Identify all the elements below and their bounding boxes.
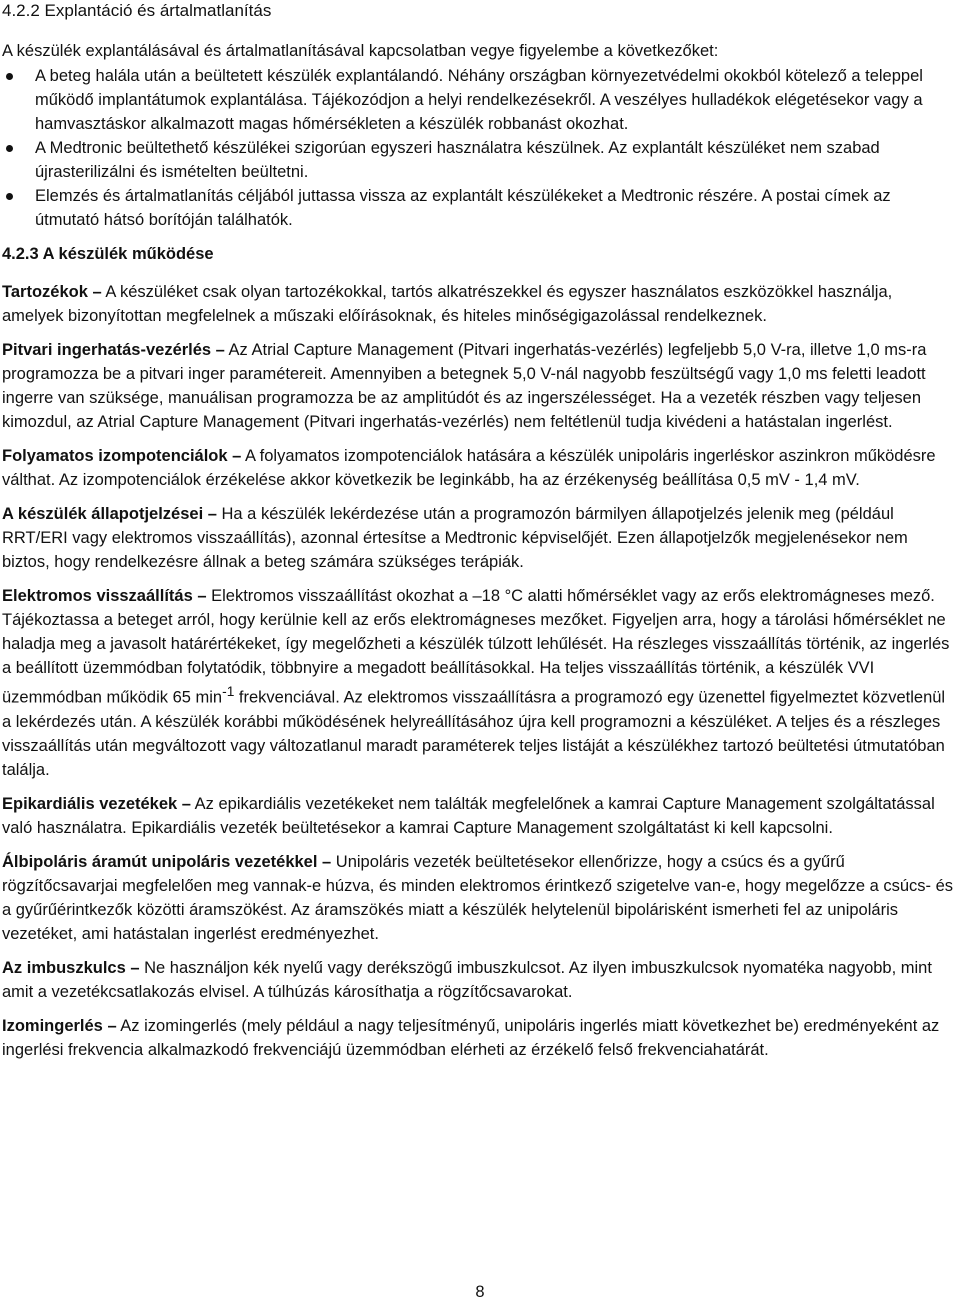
document-page — [2, 0, 958, 1062]
paragraph-text: Az Atrial Capture Management (Pitvari ingerhatás-vezérlés) legfeljebb 5,0 V-ra, illetve 1,0 ms-ra programozza be a pitvari inger paramétereit. Amennyiben a betegnek 5,0 V-nál nagyobb feszültségű vagy 1,0 ms feletti leadott ingerre van szüksége, manuálisan programozza be az amplitúdót és az ingerszélességet. Ha a vezeték részben vagy teljesen kimozdul, az Atrial Capture Management (Pitvari ingerhatás-vezérlés) nem feltétlenül tudja kivédeni a hatástalan ingerlést. — [2, 341, 927, 431]
section-heading: 4.2.2 Explantáció és ártalmatlanítás — [2, 1, 272, 20]
paragraph-muscle-stimulation — [2, 1014, 958, 1062]
spacer — [2, 266, 958, 280]
paragraph-term: Elektromos visszaállítás – — [2, 587, 207, 605]
paragraph-myopotentials — [2, 444, 958, 492]
paragraph-term: Álbipoláris áramút unipoláris vezetékkel – — [2, 852, 332, 871]
paragraph-text: Ha a készülék lekérdezése után a programozón bármilyen állapotjelzés jelenik meg (például RRT/ERI vagy elektromos visszaállítás), azonnal értesítse a Medtronic képviselőjét. Ezen állapotjelzők megjelenésekor nem biztos, hogy rendelkezésre állnak a beteg számára szükséges terápiák. — [2, 505, 908, 571]
bullet-dot-icon — [6, 73, 13, 80]
spacer — [2, 782, 958, 792]
paragraph-text: Az epikardiális vezetékeket nem találták megfelelőnek a kamrai Capture Management szolgáltatással való használatra. Epikardiális vezeték beültetésekor a kamrai Capture Management szolgáltatást ki kell kapcsolni. — [2, 794, 935, 837]
superscript: -1 — [222, 684, 235, 699]
paragraph-accessories — [2, 280, 958, 328]
bullet-list — [2, 64, 958, 232]
paragraph-term: Az imbuszkulcs – — [2, 958, 140, 977]
paragraph-text: Unipoláris vezeték beültetésekor ellenőrizze, hogy a csúcs és a gyűrű rögzítőcsavarjai megfelelően meg vannak-e húzva, és minden elektromos érintkező szigetelve van-e, hogy megelőzze a csúcs- és a gyűrűérintkezők közötti áramszökést. Az áramszökés miatt a készülék helytelenül bipolárisként ismerheti fel az unipoláris vezetéket, ami hatástalan ingerlést eredményezhet. — [2, 852, 954, 943]
paragraph-text: A folyamatos izompotenciálok hatására a készülék unipoláris ingerléskor aszinkron működésre válthat. Az izompotenciálok érzékelése akkor következik be leginkább, ha az érzékenység beállítása 0,5 mV - 1,4 mV. — [2, 447, 936, 489]
paragraph-text-continued: frekvenciával. Az elektromos visszaállításra a programozó egy üzenettel figyelmeztet közvetlenül a lekérdezés után. A készülék korábbi működésének helyreállításához újra kell programozni a készüléket. A teljes és a részleges visszaállítás után megváltozott vagy változatlanul maradt paraméterek teljes listáját a készülékhez tartozó beültetési útmutatóban találja. — [2, 688, 946, 779]
bullet-text: Elemzés és ártalmatlanítás céljából juttassa vissza az explantált készülékeket a Medtronic részére. A postai címek az útmutató hátsó borítóján találhatók. — [35, 187, 891, 229]
paragraph-term: Folyamatos izompotenciálok – — [2, 447, 242, 465]
spacer — [2, 434, 958, 444]
bullet-item — [2, 136, 958, 184]
paragraph-electrical-reset — [2, 584, 958, 782]
bullet-item — [2, 184, 958, 232]
paragraph-term: Izomingerlés – — [2, 1016, 117, 1035]
paragraph-text: A készüléket csak olyan tartozékokkal, tartós alkatrészekkel és egyszer használatos eszközökkel használja, amelyek bizonyítottan megfelelnek a műszaki előírásoknak, és hiteles minőségigazolással rendelkeznek. — [2, 283, 893, 325]
bullet-dot-icon — [6, 193, 13, 200]
paragraph-device-status — [2, 502, 958, 574]
paragraph-text: Az izomingerlés (mely például a nagy teljesítményű, unipoláris ingerlés miatt következhet be) eredményeként az ingerlési frekvencia alkalmazkodó frekvenciájú üzemmódban elérheti az érzékelő felső frekvenciahatárát. — [2, 1016, 940, 1059]
bullet-text: A Medtronic beültethető készülékei szigorúan egyszeri használatra készülnek. Az explantált készüléket nem szabad újrasterilizálni és ismételten beültetni. — [35, 139, 880, 181]
bullet-text: A beteg halála után a beültetett készülék explantálandó. Néhány országban környezetvédelmi okokból kötelező a teleppel működő implantátumok explantálása. Tájékozódjon a helyi rendelkezésekről. A veszélyes hulladékok elégetésekor vagy a hamvasztáskor alkalmazott magas hőmérsékleten a készülék robbanást okozhat. — [35, 67, 923, 133]
paragraph-term: A készülék állapotjelzései – — [2, 505, 217, 523]
spacer — [2, 1004, 958, 1014]
paragraph-epicardial-leads — [2, 792, 958, 840]
subsection-heading: 4.2.3 A készülék működése — [2, 245, 214, 263]
paragraph-term: Epikardiális vezetékek – — [2, 794, 191, 813]
spacer — [2, 946, 958, 956]
spacer — [2, 840, 958, 850]
paragraph-text: Ne használjon kék nyelű vagy derékszögű imbuszkulcsot. Az ilyen imbuszkulcsok nyomatéka nagyobb, mint amit a vezetékcsatlakozás elvisel. A túlhúzás károsíthatja a rögzítőcsavarokat. — [2, 958, 932, 1001]
paragraph-hex-wrench — [2, 956, 958, 1004]
paragraph-atrial-capture — [2, 338, 958, 434]
bullet-dot-icon — [6, 145, 13, 152]
spacer — [2, 328, 958, 338]
bullet-item — [2, 64, 958, 136]
spacer — [2, 492, 958, 502]
page-number: 8 — [475, 1283, 485, 1301]
paragraph-text: Elektromos visszaállítást okozhat a –18 °C alatti hőmérséklet vagy az erős elektromágneses mező. Tájékoztassa a beteget arról, hogy kerülnie kell az erős elektromágneses mezőket. Figyeljen arra, hogy a tárolási hőmérséklet ne haladja meg a javasolt határértékeket, így megelőzheti a készülék túlzott lehűlését. Ha részleges visszaállítás történik, az ingerlés a beállított üzemmódban folytatódik, többnyire a megadott beállításokkal. Ha teljes visszaállítás történik, a készülék VVI üzemmódban működik 65 min — [2, 587, 950, 707]
section-intro: A készülék explantálásával és ártalmatlanításával kapcsolatban vegye figyelembe a következőket: — [2, 42, 719, 60]
paragraph-term: Pitvari ingerhatás-vezérlés – — [2, 341, 225, 359]
paragraph-term: Tartozékok – — [2, 283, 102, 301]
spacer — [2, 574, 958, 584]
paragraph-pseudo-bipolar — [2, 850, 958, 946]
